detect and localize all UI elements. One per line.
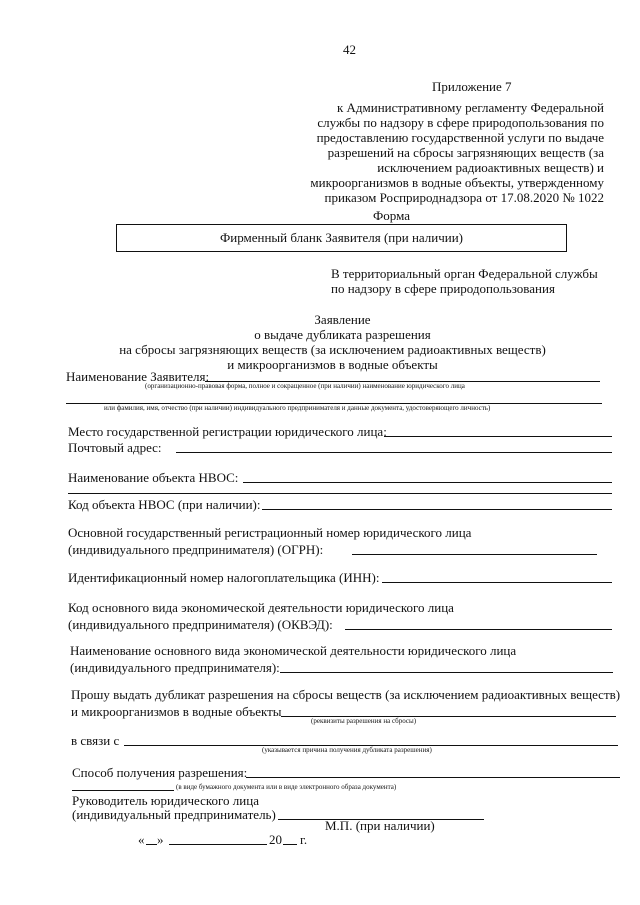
stamp-label: М.П. (при наличии): [325, 818, 435, 833]
head-label: Руководитель юридического лица: [72, 793, 259, 808]
postal-address-label: Почтовый адрес:: [68, 440, 162, 455]
ogrn-label: Основной государственный регистрационный номер юридического лица: [68, 525, 472, 540]
inn-label: Идентификационный номер налогоплательщика (ИНН):: [68, 570, 380, 585]
okved-label: (индивидуального предпринимателя) (ОКВЭД):: [68, 617, 333, 632]
title-line: о выдаче дубликата разрешения: [254, 327, 431, 342]
applicant-hint: или фамилия, имя, отчество (при наличии) индивидуального предпринимателя и данные документа, удостоверяющего личность): [104, 404, 491, 412]
registration-place-line[interactable]: [384, 436, 612, 437]
nvos-object-code-label: Код объекта НВОС (при наличии):: [68, 497, 261, 512]
request-text: Прошу выдать дубликат разрешения на сбросы веществ (за исключением радиоактивных веществ): [71, 687, 621, 702]
okved-label: Код основного вида экономической деятельности юридического лица: [68, 600, 454, 615]
page-number: 42: [343, 42, 356, 57]
regulation-reference: [310, 100, 604, 205]
regulation-line: исключением радиоактивных веществ) и: [377, 160, 604, 175]
date-year-prefix: 20: [269, 832, 282, 847]
date-close-quote: »: [157, 832, 164, 847]
addressee-line: по надзору в сфере природопользования: [331, 281, 555, 296]
okved-line[interactable]: [345, 629, 612, 630]
date-month-line[interactable]: [169, 844, 267, 845]
activity-line[interactable]: [280, 672, 613, 673]
method-hint: (в виде бумажного документа или в виде электронного образа документа): [176, 783, 397, 791]
regulation-line: предоставлению государственной услуги по выдаче: [316, 130, 604, 145]
nvos-object-name-line-2[interactable]: [68, 493, 612, 494]
ogrn-label: (индивидуального предпринимателя) (ОГРН):: [68, 542, 324, 557]
applicant-name-label: Наименование Заявителя:: [66, 369, 210, 384]
document-title: [0, 312, 640, 372]
regulation-line: к Административному регламенту Федеральной: [336, 100, 604, 115]
addressee-line: В территориальный орган Федеральной службы: [331, 266, 598, 281]
reason-hint: (указывается причина получения дубликата разрешения): [262, 746, 432, 754]
regulation-line: службы по надзору в сфере природопользования по: [317, 115, 604, 130]
method-label: Способ получения разрешения:: [72, 765, 248, 780]
letterhead-text: Фирменный бланк Заявителя (при наличии): [219, 230, 464, 245]
date-year-line[interactable]: [283, 844, 297, 845]
method-line-2[interactable]: [72, 790, 174, 791]
title-line: Заявление: [314, 312, 371, 327]
request-hint: (реквизиты разрешения на сбросы): [311, 717, 417, 725]
nvos-object-code-line[interactable]: [262, 509, 612, 510]
letterhead-box: [116, 224, 567, 252]
method-line[interactable]: [246, 777, 620, 778]
form-label: Форма: [373, 208, 410, 223]
title-line: и микроорганизмов в водные объекты: [227, 357, 438, 372]
regulation-line: приказом Росприроднадзора от 17.08.2020 № 1022: [324, 190, 604, 205]
ogrn-line[interactable]: [352, 554, 597, 555]
nvos-object-name-line[interactable]: [243, 482, 612, 483]
regulation-line: разрешений на сбросы загрязняющих веществ (за: [327, 145, 604, 160]
date-year-suffix: г.: [300, 832, 308, 847]
reason-label: в связи с: [71, 733, 120, 748]
nvos-object-name-label: Наименование объекта НВОС:: [68, 470, 239, 485]
appendix-label: Приложение 7: [432, 79, 512, 94]
request-text: и микроорганизмов в водные объекты: [71, 704, 282, 719]
inn-line[interactable]: [382, 582, 612, 583]
head-label: (индивидуальный предприниматель): [72, 807, 276, 822]
registration-place-label: Место государственной регистрации юридического лица:: [68, 424, 387, 439]
postal-address-line[interactable]: [176, 452, 612, 453]
regulation-line: микроорганизмов в водные объекты, утвержденному: [310, 175, 604, 190]
date-day-line[interactable]: [146, 844, 157, 845]
applicant-hint: (организационно-правовая форма, полное и сокращенное (при наличии) наименование юридического лица: [145, 382, 465, 390]
title-line: на сбросы загрязняющих веществ (за исключением радиоактивных веществ): [119, 342, 546, 357]
date-open-quote: «: [138, 832, 145, 847]
addressee-block: [331, 266, 598, 296]
activity-label: Наименование основного вида экономической деятельности юридического лица: [70, 643, 517, 658]
activity-label: (индивидуального предпринимателя):: [70, 660, 280, 675]
